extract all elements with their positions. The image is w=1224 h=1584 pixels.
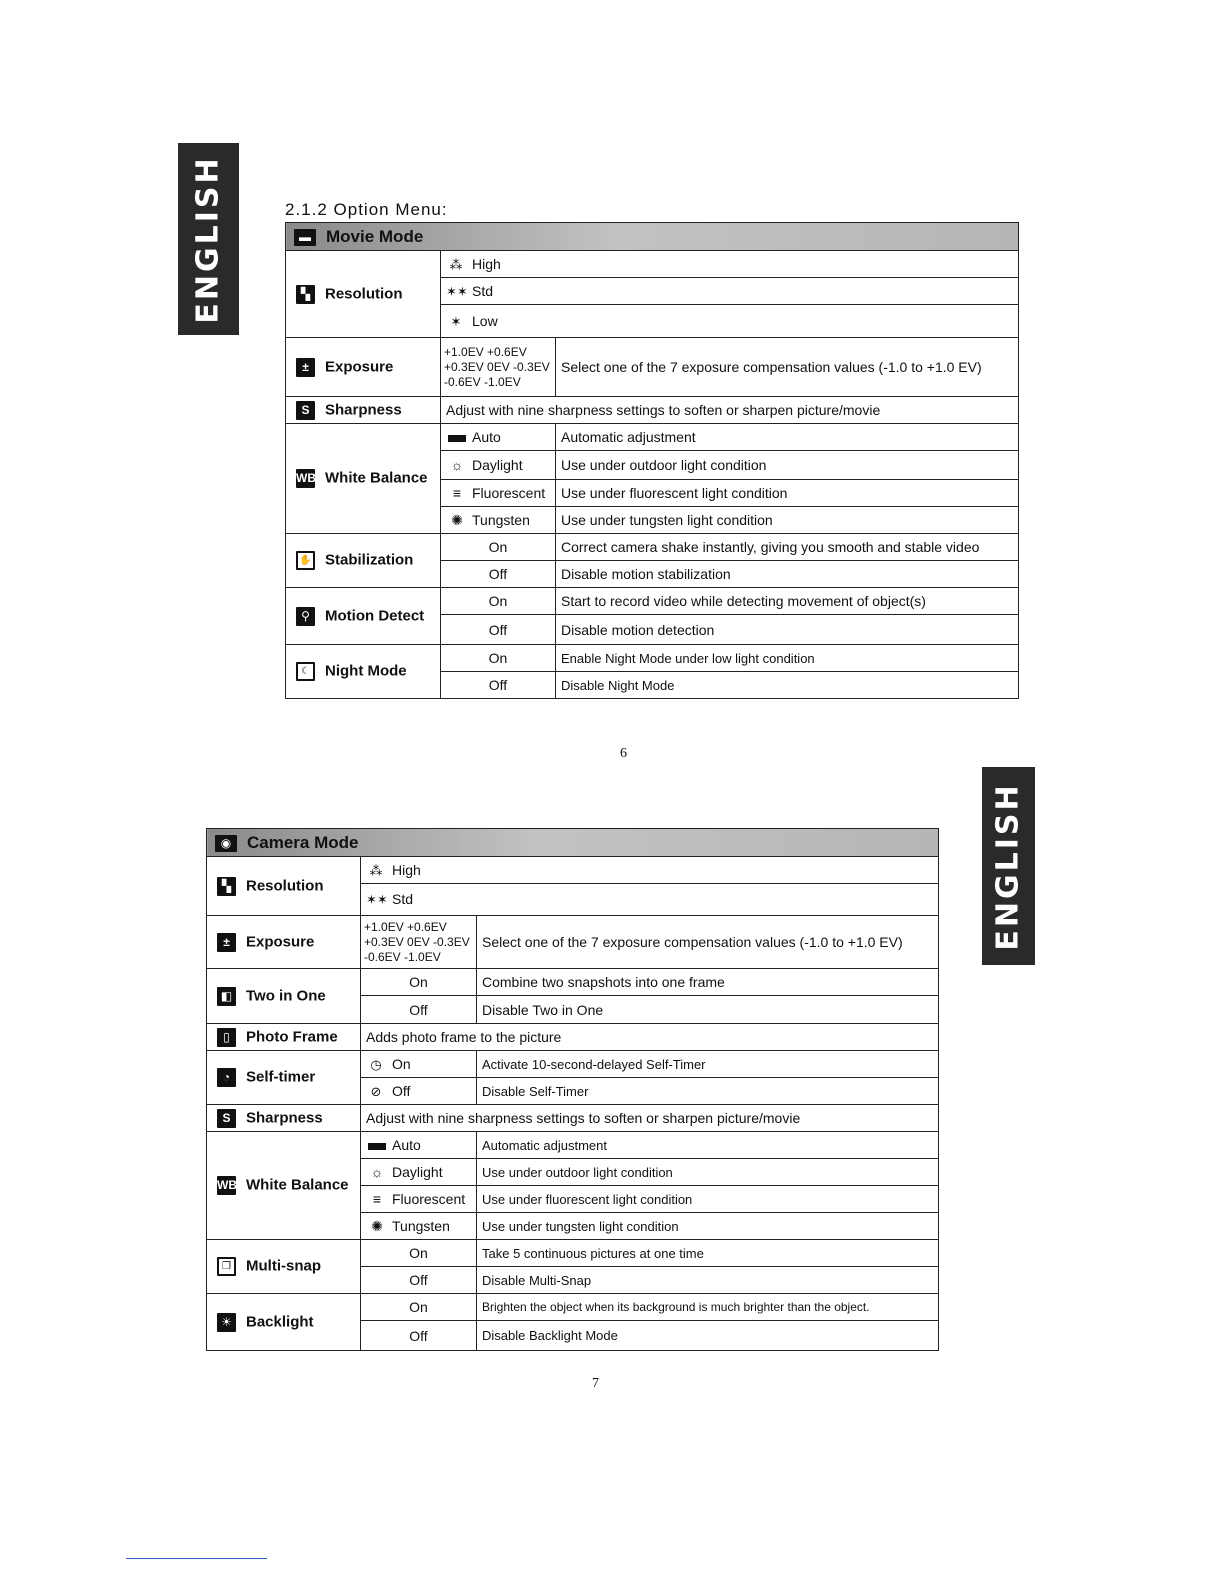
- white-balance-icon: WB: [296, 469, 315, 488]
- exposure-desc: Select one of the 7 exposure compensation values (-1.0 to +1.0 EV): [556, 338, 1019, 397]
- photo-frame-label: ▯ Photo Frame: [207, 1024, 361, 1051]
- wb-option-tungsten: ✺ Tungsten: [361, 1213, 477, 1240]
- stabilization-off-desc: Disable motion stabilization: [556, 561, 1019, 588]
- sun-icon: ☼: [370, 1164, 384, 1180]
- exposure-label: ± Exposure: [286, 338, 441, 397]
- self-timer-icon: ◔: [217, 1068, 236, 1087]
- wb-desc-fluorescent: Use under fluorescent light condition: [477, 1186, 939, 1213]
- two-stars-icon: ✶✶: [366, 892, 388, 907]
- backlight-icon: ☀: [217, 1313, 236, 1332]
- multi-snap-icon: ❐: [217, 1257, 236, 1276]
- white-balance-label: WB White Balance: [286, 424, 441, 534]
- sharpness-label: S Sharpness: [207, 1105, 361, 1132]
- wb-option-daylight: ☼ Daylight: [361, 1159, 477, 1186]
- multi-snap-on-desc: Take 5 continuous pictures at one time: [477, 1240, 939, 1267]
- two-in-one-off: Off: [361, 996, 477, 1024]
- resolution-low: ✶ Low: [441, 305, 1019, 338]
- self-timer-off: ⊘ Off: [361, 1078, 477, 1105]
- motion-detect-off: Off: [441, 615, 556, 645]
- three-stars-icon: ⁂: [449, 256, 463, 272]
- resolution-icon: ▚: [296, 285, 315, 304]
- exposure-values: +1.0EV +0.6EV +0.3EV 0EV -0.3EV -0.6EV -1.0EV: [361, 916, 477, 969]
- resolution-label: ▚ Resolution: [207, 857, 361, 916]
- auto-wb-icon: [366, 1137, 388, 1153]
- self-timer-on: ◷ On: [361, 1051, 477, 1078]
- stabilization-label: ✋ Stabilization: [286, 534, 441, 588]
- bulb-icon: ✺: [451, 511, 463, 528]
- resolution-icon: ▚: [217, 877, 236, 896]
- sun-icon: ☼: [450, 457, 464, 473]
- backlight-off: Off: [361, 1321, 477, 1351]
- wb-desc-fluorescent: Use under fluorescent light condition: [556, 480, 1019, 507]
- exposure-values: +1.0EV +0.6EV +0.3EV 0EV -0.3EV -0.6EV -1.0EV: [441, 338, 556, 397]
- wb-option-auto: Auto: [441, 424, 556, 451]
- backlight-label: ☀ Backlight: [207, 1294, 361, 1351]
- movie-mode-header: ▬ Movie Mode: [286, 223, 1019, 251]
- section-title: 2.1.2 Option Menu:: [285, 200, 448, 219]
- wb-desc-auto: Automatic adjustment: [556, 424, 1019, 451]
- timer-off-icon: ⊘: [370, 1083, 382, 1099]
- wb-desc-daylight: Use under outdoor light condition: [477, 1159, 939, 1186]
- exposure-icon: ±: [217, 933, 236, 952]
- stabilization-on: On: [441, 534, 556, 561]
- resolution-high: ⁂ High: [361, 857, 939, 884]
- wb-option-fluorescent: ≡ Fluorescent: [361, 1186, 477, 1213]
- photo-frame-icon: ▯: [217, 1028, 236, 1047]
- language-tab-label: ENGLISH: [991, 781, 1026, 951]
- camera-mode-header: ◉ Camera Mode: [207, 829, 939, 857]
- exposure-label: ± Exposure: [207, 916, 361, 969]
- two-in-one-off-desc: Disable Two in One: [477, 996, 939, 1024]
- motion-detect-label: ⚲ Motion Detect: [286, 588, 441, 645]
- motion-detect-off-desc: Disable motion detection: [556, 615, 1019, 645]
- backlight-off-desc: Disable Backlight Mode: [477, 1321, 939, 1351]
- wb-option-auto: Auto: [361, 1132, 477, 1159]
- wb-desc-tungsten: Use under tungsten light condition: [477, 1213, 939, 1240]
- white-balance-icon: WB: [217, 1176, 236, 1195]
- two-in-one-label: ◧ Two in One: [207, 969, 361, 1024]
- sharpness-icon: S: [217, 1109, 236, 1128]
- language-tab-bottom: [982, 767, 1035, 965]
- night-mode-off: Off: [441, 672, 556, 699]
- stabilization-on-desc: Correct camera shake instantly, giving you smooth and stable video: [556, 534, 1019, 561]
- backlight-on-desc: Brighten the object when its background is much brighter than the object.: [477, 1294, 939, 1321]
- two-in-one-on-desc: Combine two snapshots into one frame: [477, 969, 939, 996]
- resolution-high: ⁂ High: [441, 251, 1019, 278]
- wb-option-tungsten: ✺ Tungsten: [441, 507, 556, 534]
- wb-desc-tungsten: Use under tungsten light condition: [556, 507, 1019, 534]
- night-mode-icon: ☾: [296, 662, 315, 681]
- night-mode-on-desc: Enable Night Mode under low light condition: [556, 645, 1019, 672]
- movie-mode-table: [285, 222, 1019, 699]
- fluorescent-icon: ≡: [452, 485, 462, 501]
- two-in-one-icon: ◧: [217, 987, 236, 1006]
- wb-option-fluorescent: ≡ Fluorescent: [441, 480, 556, 507]
- page-number: 7: [592, 1376, 599, 1391]
- auto-wb-icon: [446, 429, 468, 445]
- backlight-on: On: [361, 1294, 477, 1321]
- page-number: 6: [620, 746, 627, 761]
- camera-mode-table: [206, 828, 939, 1351]
- two-in-one-on: On: [361, 969, 477, 996]
- camera-icon: ◉: [215, 835, 237, 852]
- resolution-label: ▚ Resolution: [286, 251, 441, 338]
- self-timer-off-desc: Disable Self-Timer: [477, 1078, 939, 1105]
- wb-option-daylight: ☼ Daylight: [441, 451, 556, 480]
- resolution-std: ✶✶ Std: [361, 884, 939, 916]
- night-mode-on: On: [441, 645, 556, 672]
- multi-snap-off: Off: [361, 1267, 477, 1294]
- two-stars-icon: ✶✶: [446, 283, 468, 299]
- multi-snap-label: ❐ Multi-snap: [207, 1240, 361, 1294]
- fluorescent-icon: ≡: [372, 1191, 382, 1207]
- three-stars-icon: ⁂: [369, 862, 383, 878]
- sharpness-icon: S: [296, 401, 315, 420]
- language-tab-label: ENGLISH: [191, 154, 226, 324]
- motion-detect-icon: ⚲: [296, 607, 315, 626]
- multi-snap-off-desc: Disable Multi-Snap: [477, 1267, 939, 1294]
- sharpness-desc: Adjust with nine sharpness settings to soften or sharpen picture/movie: [441, 397, 1019, 424]
- movie-camera-icon: ▬: [294, 229, 316, 246]
- sharpness-desc: Adjust with nine sharpness settings to soften or sharpen picture/movie: [361, 1105, 939, 1132]
- motion-detect-on-desc: Start to record video while detecting movement of object(s): [556, 588, 1019, 615]
- self-timer-on-desc: Activate 10-second-delayed Self-Timer: [477, 1051, 939, 1078]
- wb-desc-daylight: Use under outdoor light condition: [556, 451, 1019, 480]
- wb-desc-auto: Automatic adjustment: [477, 1132, 939, 1159]
- language-tab-top: [178, 143, 239, 335]
- footer-rule: [126, 1558, 267, 1559]
- resolution-std: ✶✶ Std: [441, 278, 1019, 305]
- hand-icon: ✋: [296, 551, 315, 570]
- multi-snap-on: On: [361, 1240, 477, 1267]
- night-mode-label: ☾ Night Mode: [286, 645, 441, 699]
- exposure-desc: Select one of the 7 exposure compensation values (-1.0 to +1.0 EV): [477, 916, 939, 969]
- motion-detect-on: On: [441, 588, 556, 615]
- self-timer-label: ◔ Self-timer: [207, 1051, 361, 1105]
- night-mode-off-desc: Disable Night Mode: [556, 672, 1019, 699]
- bulb-icon: ✺: [371, 1217, 383, 1234]
- exposure-icon: ±: [296, 358, 315, 377]
- white-balance-label: WB White Balance: [207, 1132, 361, 1240]
- timer-on-icon: ◷: [370, 1056, 382, 1072]
- one-star-icon: ✶: [450, 313, 462, 329]
- sharpness-label: S Sharpness: [286, 397, 441, 424]
- photo-frame-desc: Adds photo frame to the picture: [361, 1024, 939, 1051]
- stabilization-off: Off: [441, 561, 556, 588]
